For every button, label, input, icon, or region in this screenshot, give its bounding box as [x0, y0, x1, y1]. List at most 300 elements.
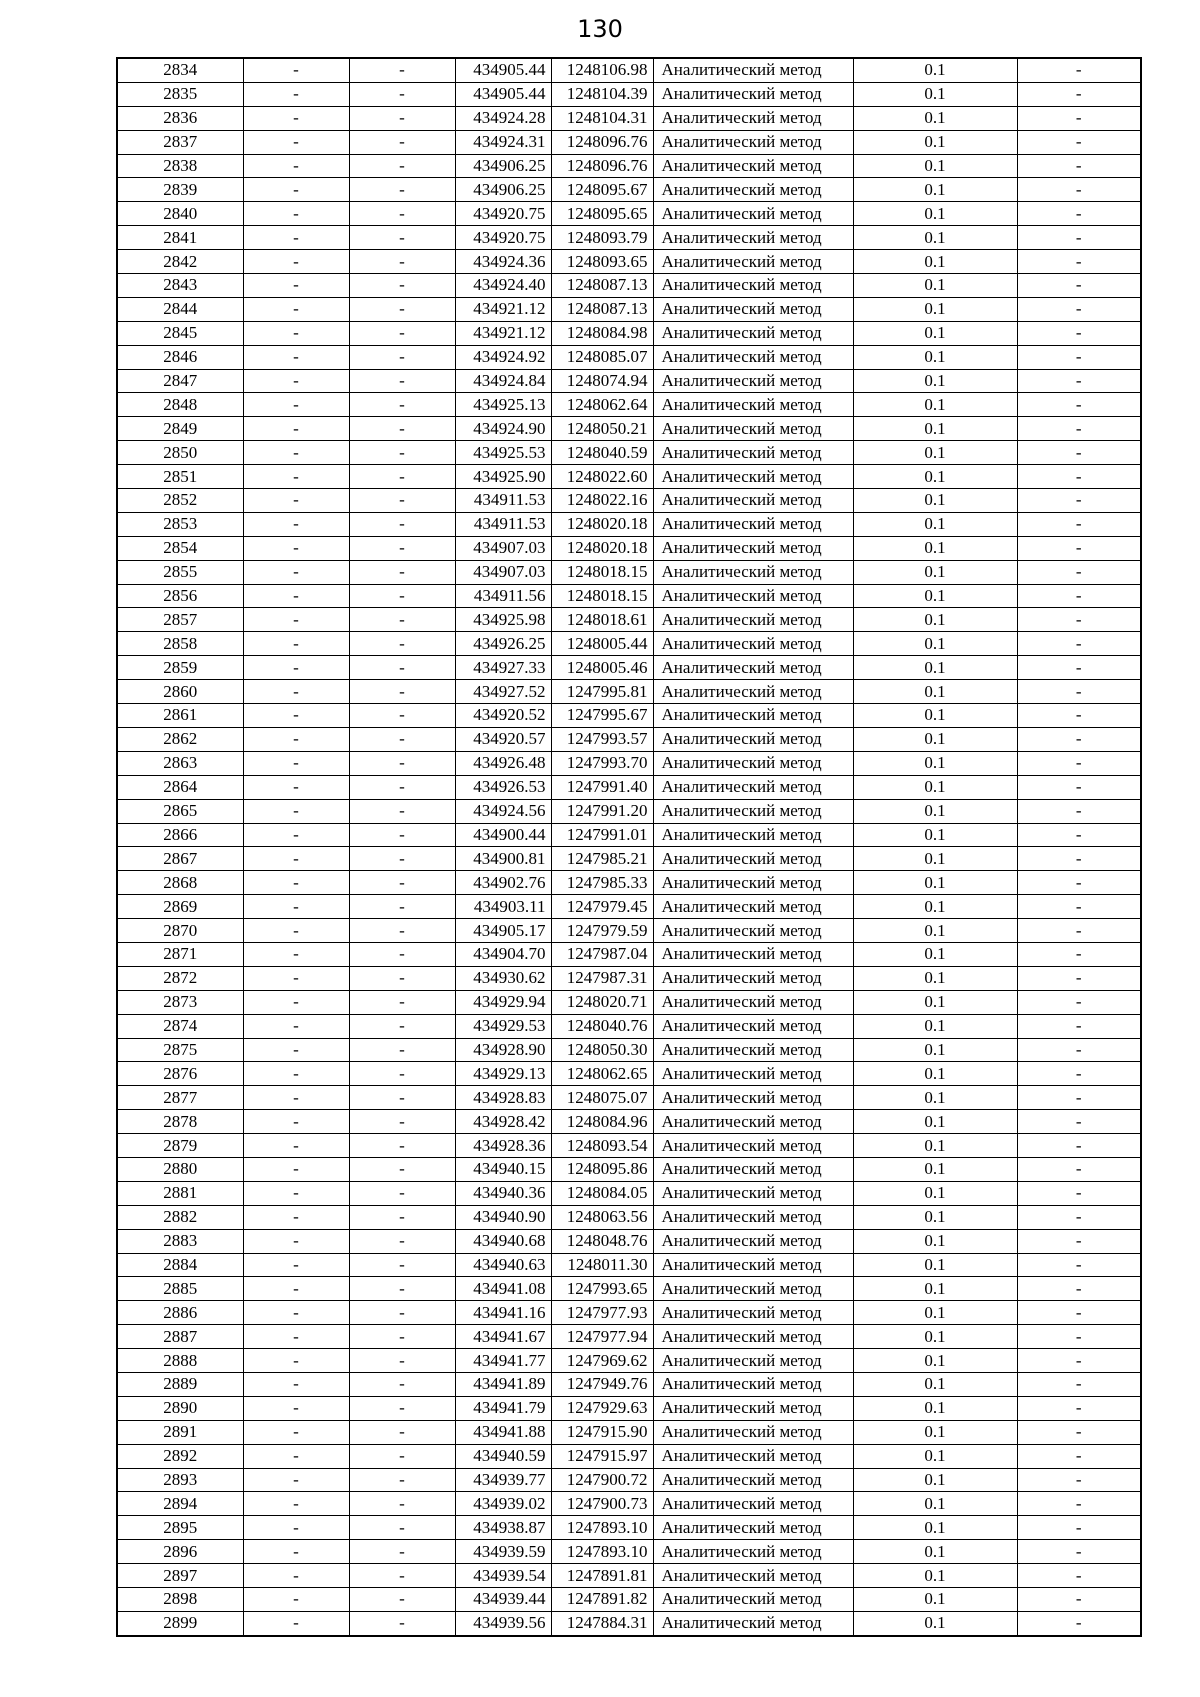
y-coordinate-cell: 1247949.76: [551, 1372, 653, 1396]
y-coordinate-cell: 1248062.64: [551, 393, 653, 417]
method-cell: Аналитический метод: [653, 250, 853, 274]
x-coordinate-cell: 434928.83: [455, 1086, 551, 1110]
table-row: [117, 369, 1141, 393]
point-number-cell: 2884: [117, 1253, 243, 1277]
method-cell: Аналитический метод: [653, 1325, 853, 1349]
x-coordinate-cell: 434941.16: [455, 1301, 551, 1325]
x-coordinate-cell: 434900.81: [455, 847, 551, 871]
y-coordinate-cell: 1248104.39: [551, 82, 653, 106]
dash-cell: -: [243, 1086, 349, 1110]
dash-cell: -: [243, 512, 349, 536]
dash-cell: -: [243, 775, 349, 799]
method-cell: Аналитический метод: [653, 1396, 853, 1420]
method-cell: Аналитический метод: [653, 584, 853, 608]
accuracy-cell: 0.1: [853, 942, 1017, 966]
dash-cell: -: [1017, 536, 1141, 560]
dash-cell: -: [349, 1301, 455, 1325]
y-coordinate-cell: 1248084.96: [551, 1110, 653, 1134]
method-cell: Аналитический метод: [653, 871, 853, 895]
y-coordinate-cell: 1248020.18: [551, 512, 653, 536]
dash-cell: -: [349, 1181, 455, 1205]
method-cell: Аналитический метод: [653, 1086, 853, 1110]
point-number-cell: 2859: [117, 656, 243, 680]
dash-cell: -: [243, 1062, 349, 1086]
dash-cell: -: [349, 417, 455, 441]
accuracy-cell: 0.1: [853, 680, 1017, 704]
dash-cell: -: [349, 775, 455, 799]
point-number-cell: 2876: [117, 1062, 243, 1086]
dash-cell: -: [243, 1611, 349, 1635]
dash-cell: -: [243, 1134, 349, 1158]
dash-cell: -: [243, 1540, 349, 1564]
dash-cell: -: [349, 942, 455, 966]
x-coordinate-cell: 434920.75: [455, 202, 551, 226]
accuracy-cell: 0.1: [853, 966, 1017, 990]
x-coordinate-cell: 434906.25: [455, 178, 551, 202]
table-row: [117, 250, 1141, 274]
accuracy-cell: 0.1: [853, 1181, 1017, 1205]
dash-cell: -: [1017, 990, 1141, 1014]
dash-cell: -: [243, 58, 349, 82]
point-number-cell: 2886: [117, 1301, 243, 1325]
y-coordinate-cell: 1248085.07: [551, 345, 653, 369]
point-number-cell: 2883: [117, 1229, 243, 1253]
dash-cell: -: [349, 1611, 455, 1635]
dash-cell: -: [1017, 871, 1141, 895]
method-cell: Аналитический метод: [653, 632, 853, 656]
dash-cell: -: [243, 656, 349, 680]
y-coordinate-cell: 1247977.94: [551, 1325, 653, 1349]
table-row: [117, 1492, 1141, 1516]
table-row: [117, 1014, 1141, 1038]
x-coordinate-cell: 434941.08: [455, 1277, 551, 1301]
x-coordinate-cell: 434924.28: [455, 106, 551, 130]
x-coordinate-cell: 434939.54: [455, 1564, 551, 1588]
dash-cell: -: [243, 895, 349, 919]
dash-cell: -: [243, 1301, 349, 1325]
table-row: [117, 632, 1141, 656]
x-coordinate-cell: 434926.53: [455, 775, 551, 799]
table-row: [117, 154, 1141, 178]
dash-cell: -: [243, 1038, 349, 1062]
x-coordinate-cell: 434928.42: [455, 1110, 551, 1134]
table-row: [117, 1564, 1141, 1588]
dash-cell: -: [349, 727, 455, 751]
method-cell: Аналитический метод: [653, 1038, 853, 1062]
x-coordinate-cell: 434920.75: [455, 226, 551, 250]
table-row: [117, 1157, 1141, 1181]
method-cell: Аналитический метод: [653, 1468, 853, 1492]
x-coordinate-cell: 434940.15: [455, 1157, 551, 1181]
dash-cell: -: [349, 1444, 455, 1468]
dash-cell: -: [1017, 1038, 1141, 1062]
dash-cell: -: [1017, 250, 1141, 274]
method-cell: Аналитический метод: [653, 106, 853, 130]
point-number-cell: 2865: [117, 799, 243, 823]
x-coordinate-cell: 434925.13: [455, 393, 551, 417]
dash-cell: -: [349, 226, 455, 250]
y-coordinate-cell: 1248020.71: [551, 990, 653, 1014]
point-number-cell: 2839: [117, 178, 243, 202]
y-coordinate-cell: 1247893.10: [551, 1516, 653, 1540]
dash-cell: -: [243, 1157, 349, 1181]
accuracy-cell: 0.1: [853, 58, 1017, 82]
point-number-cell: 2836: [117, 106, 243, 130]
method-cell: Аналитический метод: [653, 1444, 853, 1468]
dash-cell: -: [1017, 274, 1141, 298]
table-row: [117, 417, 1141, 441]
y-coordinate-cell: 1248018.15: [551, 584, 653, 608]
y-coordinate-cell: 1248022.16: [551, 489, 653, 513]
y-coordinate-cell: 1248020.18: [551, 536, 653, 560]
x-coordinate-cell: 434900.44: [455, 823, 551, 847]
x-coordinate-cell: 434938.87: [455, 1516, 551, 1540]
dash-cell: -: [349, 1372, 455, 1396]
dash-cell: -: [349, 1492, 455, 1516]
accuracy-cell: 0.1: [853, 823, 1017, 847]
method-cell: Аналитический метод: [653, 1516, 853, 1540]
x-coordinate-cell: 434907.03: [455, 560, 551, 584]
page-number: 130: [577, 15, 623, 43]
dash-cell: -: [1017, 417, 1141, 441]
method-cell: Аналитический метод: [653, 608, 853, 632]
point-number-cell: 2894: [117, 1492, 243, 1516]
table-row: [117, 82, 1141, 106]
dash-cell: -: [1017, 1253, 1141, 1277]
point-number-cell: 2841: [117, 226, 243, 250]
method-cell: Аналитический метод: [653, 465, 853, 489]
dash-cell: -: [1017, 82, 1141, 106]
accuracy-cell: 0.1: [853, 465, 1017, 489]
dash-cell: -: [243, 1014, 349, 1038]
accuracy-cell: 0.1: [853, 369, 1017, 393]
x-coordinate-cell: 434940.68: [455, 1229, 551, 1253]
dash-cell: -: [243, 608, 349, 632]
dash-cell: -: [243, 1349, 349, 1373]
accuracy-cell: 0.1: [853, 202, 1017, 226]
dash-cell: -: [243, 178, 349, 202]
table-row: [117, 871, 1141, 895]
dash-cell: -: [243, 1516, 349, 1540]
dash-cell: -: [243, 919, 349, 943]
dash-cell: -: [1017, 847, 1141, 871]
point-number-cell: 2891: [117, 1420, 243, 1444]
point-number-cell: 2863: [117, 751, 243, 775]
y-coordinate-cell: 1248087.13: [551, 274, 653, 298]
accuracy-cell: 0.1: [853, 393, 1017, 417]
table-row: [117, 1396, 1141, 1420]
dash-cell: -: [349, 847, 455, 871]
dash-cell: -: [349, 1564, 455, 1588]
accuracy-cell: 0.1: [853, 990, 1017, 1014]
dash-cell: -: [349, 799, 455, 823]
accuracy-cell: 0.1: [853, 584, 1017, 608]
point-number-cell: 2877: [117, 1086, 243, 1110]
y-coordinate-cell: 1247987.04: [551, 942, 653, 966]
method-cell: Аналитический метод: [653, 130, 853, 154]
y-coordinate-cell: 1247915.97: [551, 1444, 653, 1468]
method-cell: Аналитический метод: [653, 1157, 853, 1181]
accuracy-cell: 0.1: [853, 1516, 1017, 1540]
dash-cell: -: [1017, 1516, 1141, 1540]
dash-cell: -: [1017, 823, 1141, 847]
dash-cell: -: [243, 226, 349, 250]
accuracy-cell: 0.1: [853, 560, 1017, 584]
dash-cell: -: [349, 250, 455, 274]
accuracy-cell: 0.1: [853, 1468, 1017, 1492]
x-coordinate-cell: 434925.53: [455, 441, 551, 465]
dash-cell: -: [1017, 1205, 1141, 1229]
method-cell: Аналитический метод: [653, 895, 853, 919]
method-cell: Аналитический метод: [653, 1134, 853, 1158]
x-coordinate-cell: 434911.53: [455, 489, 551, 513]
y-coordinate-cell: 1247993.57: [551, 727, 653, 751]
method-cell: Аналитический метод: [653, 417, 853, 441]
accuracy-cell: 0.1: [853, 1229, 1017, 1253]
x-coordinate-cell: 434940.36: [455, 1181, 551, 1205]
x-coordinate-cell: 434924.90: [455, 417, 551, 441]
y-coordinate-cell: 1247900.73: [551, 1492, 653, 1516]
table-row: [117, 847, 1141, 871]
table-row: [117, 345, 1141, 369]
dash-cell: -: [1017, 1588, 1141, 1612]
dash-cell: -: [1017, 799, 1141, 823]
method-cell: Аналитический метод: [653, 1229, 853, 1253]
dash-cell: -: [1017, 345, 1141, 369]
y-coordinate-cell: 1247985.33: [551, 871, 653, 895]
table-row: [117, 584, 1141, 608]
y-coordinate-cell: 1247993.70: [551, 751, 653, 775]
table-row: [117, 990, 1141, 1014]
point-number-cell: 2853: [117, 512, 243, 536]
point-number-cell: 2835: [117, 82, 243, 106]
point-number-cell: 2849: [117, 417, 243, 441]
dash-cell: -: [349, 1516, 455, 1540]
y-coordinate-cell: 1248040.76: [551, 1014, 653, 1038]
accuracy-cell: 0.1: [853, 1588, 1017, 1612]
dash-cell: -: [349, 202, 455, 226]
dash-cell: -: [243, 1564, 349, 1588]
y-coordinate-cell: 1248040.59: [551, 441, 653, 465]
dash-cell: -: [1017, 704, 1141, 728]
method-cell: Аналитический метод: [653, 990, 853, 1014]
table-row: [117, 1038, 1141, 1062]
dash-cell: -: [1017, 656, 1141, 680]
point-number-cell: 2855: [117, 560, 243, 584]
y-coordinate-cell: 1248084.05: [551, 1181, 653, 1205]
dash-cell: -: [349, 1014, 455, 1038]
y-coordinate-cell: 1247979.59: [551, 919, 653, 943]
x-coordinate-cell: 434924.92: [455, 345, 551, 369]
x-coordinate-cell: 434905.44: [455, 58, 551, 82]
dash-cell: -: [349, 560, 455, 584]
table-row: [117, 178, 1141, 202]
table-row: [117, 441, 1141, 465]
x-coordinate-cell: 434939.02: [455, 1492, 551, 1516]
point-number-cell: 2878: [117, 1110, 243, 1134]
dash-cell: -: [349, 536, 455, 560]
x-coordinate-cell: 434941.67: [455, 1325, 551, 1349]
dash-cell: -: [1017, 130, 1141, 154]
y-coordinate-cell: 1248074.94: [551, 369, 653, 393]
table-row: [117, 1611, 1141, 1635]
dash-cell: -: [243, 130, 349, 154]
dash-cell: -: [349, 178, 455, 202]
dash-cell: -: [349, 274, 455, 298]
x-coordinate-cell: 434941.77: [455, 1349, 551, 1373]
dash-cell: -: [1017, 1277, 1141, 1301]
dash-cell: -: [243, 1444, 349, 1468]
method-cell: Аналитический метод: [653, 1420, 853, 1444]
point-number-cell: 2834: [117, 58, 243, 82]
table-row: [117, 226, 1141, 250]
accuracy-cell: 0.1: [853, 82, 1017, 106]
y-coordinate-cell: 1247969.62: [551, 1349, 653, 1373]
table-row: [117, 608, 1141, 632]
x-coordinate-cell: 434940.63: [455, 1253, 551, 1277]
dash-cell: -: [1017, 1349, 1141, 1373]
dash-cell: -: [1017, 632, 1141, 656]
x-coordinate-cell: 434927.33: [455, 656, 551, 680]
method-cell: Аналитический метод: [653, 799, 853, 823]
point-number-cell: 2854: [117, 536, 243, 560]
method-cell: Аналитический метод: [653, 441, 853, 465]
point-number-cell: 2873: [117, 990, 243, 1014]
dash-cell: -: [349, 82, 455, 106]
accuracy-cell: 0.1: [853, 441, 1017, 465]
table-row: [117, 58, 1141, 82]
table-row: [117, 1253, 1141, 1277]
dash-cell: -: [349, 1588, 455, 1612]
dash-cell: -: [349, 608, 455, 632]
y-coordinate-cell: 1248087.13: [551, 297, 653, 321]
x-coordinate-cell: 434940.90: [455, 1205, 551, 1229]
y-coordinate-cell: 1247891.81: [551, 1564, 653, 1588]
y-coordinate-cell: 1247915.90: [551, 1420, 653, 1444]
method-cell: Аналитический метод: [653, 1349, 853, 1373]
method-cell: Аналитический метод: [653, 58, 853, 82]
table-row: [117, 727, 1141, 751]
dash-cell: -: [349, 919, 455, 943]
point-number-cell: 2880: [117, 1157, 243, 1181]
table-row: [117, 297, 1141, 321]
accuracy-cell: 0.1: [853, 1014, 1017, 1038]
x-coordinate-cell: 434903.11: [455, 895, 551, 919]
dash-cell: -: [1017, 919, 1141, 943]
method-cell: Аналитический метод: [653, 775, 853, 799]
x-coordinate-cell: 434939.59: [455, 1540, 551, 1564]
table-row: [117, 106, 1141, 130]
dash-cell: -: [349, 632, 455, 656]
method-cell: Аналитический метод: [653, 1564, 853, 1588]
dash-cell: -: [1017, 560, 1141, 584]
dash-cell: -: [349, 1086, 455, 1110]
y-coordinate-cell: 1248095.65: [551, 202, 653, 226]
table-row: [117, 1468, 1141, 1492]
x-coordinate-cell: 434911.56: [455, 584, 551, 608]
dash-cell: -: [243, 560, 349, 584]
dash-cell: -: [1017, 1134, 1141, 1158]
dash-cell: -: [1017, 608, 1141, 632]
method-cell: Аналитический метод: [653, 82, 853, 106]
y-coordinate-cell: 1248096.76: [551, 154, 653, 178]
y-coordinate-cell: 1248096.76: [551, 130, 653, 154]
dash-cell: -: [243, 966, 349, 990]
table-row: [117, 1444, 1141, 1468]
dash-cell: -: [243, 441, 349, 465]
y-coordinate-cell: 1247893.10: [551, 1540, 653, 1564]
dash-cell: -: [1017, 1014, 1141, 1038]
dash-cell: -: [243, 680, 349, 704]
accuracy-cell: 0.1: [853, 751, 1017, 775]
dash-cell: -: [243, 1253, 349, 1277]
accuracy-cell: 0.1: [853, 799, 1017, 823]
dash-cell: -: [349, 441, 455, 465]
y-coordinate-cell: 1247884.31: [551, 1611, 653, 1635]
accuracy-cell: 0.1: [853, 1564, 1017, 1588]
dash-cell: -: [243, 871, 349, 895]
x-coordinate-cell: 434924.40: [455, 274, 551, 298]
dash-cell: -: [243, 202, 349, 226]
method-cell: Аналитический метод: [653, 966, 853, 990]
method-cell: Аналитический метод: [653, 680, 853, 704]
table-row: [117, 321, 1141, 345]
point-number-cell: 2867: [117, 847, 243, 871]
dash-cell: -: [243, 417, 349, 441]
method-cell: Аналитический метод: [653, 1205, 853, 1229]
method-cell: Аналитический метод: [653, 536, 853, 560]
accuracy-cell: 0.1: [853, 489, 1017, 513]
y-coordinate-cell: 1248084.98: [551, 321, 653, 345]
x-coordinate-cell: 434940.59: [455, 1444, 551, 1468]
dash-cell: -: [243, 847, 349, 871]
y-coordinate-cell: 1247891.82: [551, 1588, 653, 1612]
y-coordinate-cell: 1248005.46: [551, 656, 653, 680]
accuracy-cell: 0.1: [853, 274, 1017, 298]
accuracy-cell: 0.1: [853, 1396, 1017, 1420]
table-row: [117, 1588, 1141, 1612]
accuracy-cell: 0.1: [853, 1038, 1017, 1062]
dash-cell: -: [349, 751, 455, 775]
dash-cell: -: [1017, 751, 1141, 775]
dash-cell: -: [349, 1468, 455, 1492]
dash-cell: -: [243, 1110, 349, 1134]
dash-cell: -: [1017, 1086, 1141, 1110]
y-coordinate-cell: 1248011.30: [551, 1253, 653, 1277]
dash-cell: -: [243, 154, 349, 178]
method-cell: Аналитический метод: [653, 823, 853, 847]
y-coordinate-cell: 1248062.65: [551, 1062, 653, 1086]
dash-cell: -: [243, 536, 349, 560]
accuracy-cell: 0.1: [853, 1325, 1017, 1349]
dash-cell: -: [1017, 465, 1141, 489]
table-row: [117, 751, 1141, 775]
point-number-cell: 2887: [117, 1325, 243, 1349]
y-coordinate-cell: 1248063.56: [551, 1205, 653, 1229]
y-coordinate-cell: 1247985.21: [551, 847, 653, 871]
method-cell: Аналитический метод: [653, 1372, 853, 1396]
accuracy-cell: 0.1: [853, 775, 1017, 799]
table-row: [117, 1229, 1141, 1253]
y-coordinate-cell: 1248093.79: [551, 226, 653, 250]
dash-cell: -: [243, 823, 349, 847]
point-number-cell: 2897: [117, 1564, 243, 1588]
y-coordinate-cell: 1248093.54: [551, 1134, 653, 1158]
x-coordinate-cell: 434930.62: [455, 966, 551, 990]
dash-cell: -: [349, 656, 455, 680]
y-coordinate-cell: 1248050.30: [551, 1038, 653, 1062]
x-coordinate-cell: 434921.12: [455, 297, 551, 321]
